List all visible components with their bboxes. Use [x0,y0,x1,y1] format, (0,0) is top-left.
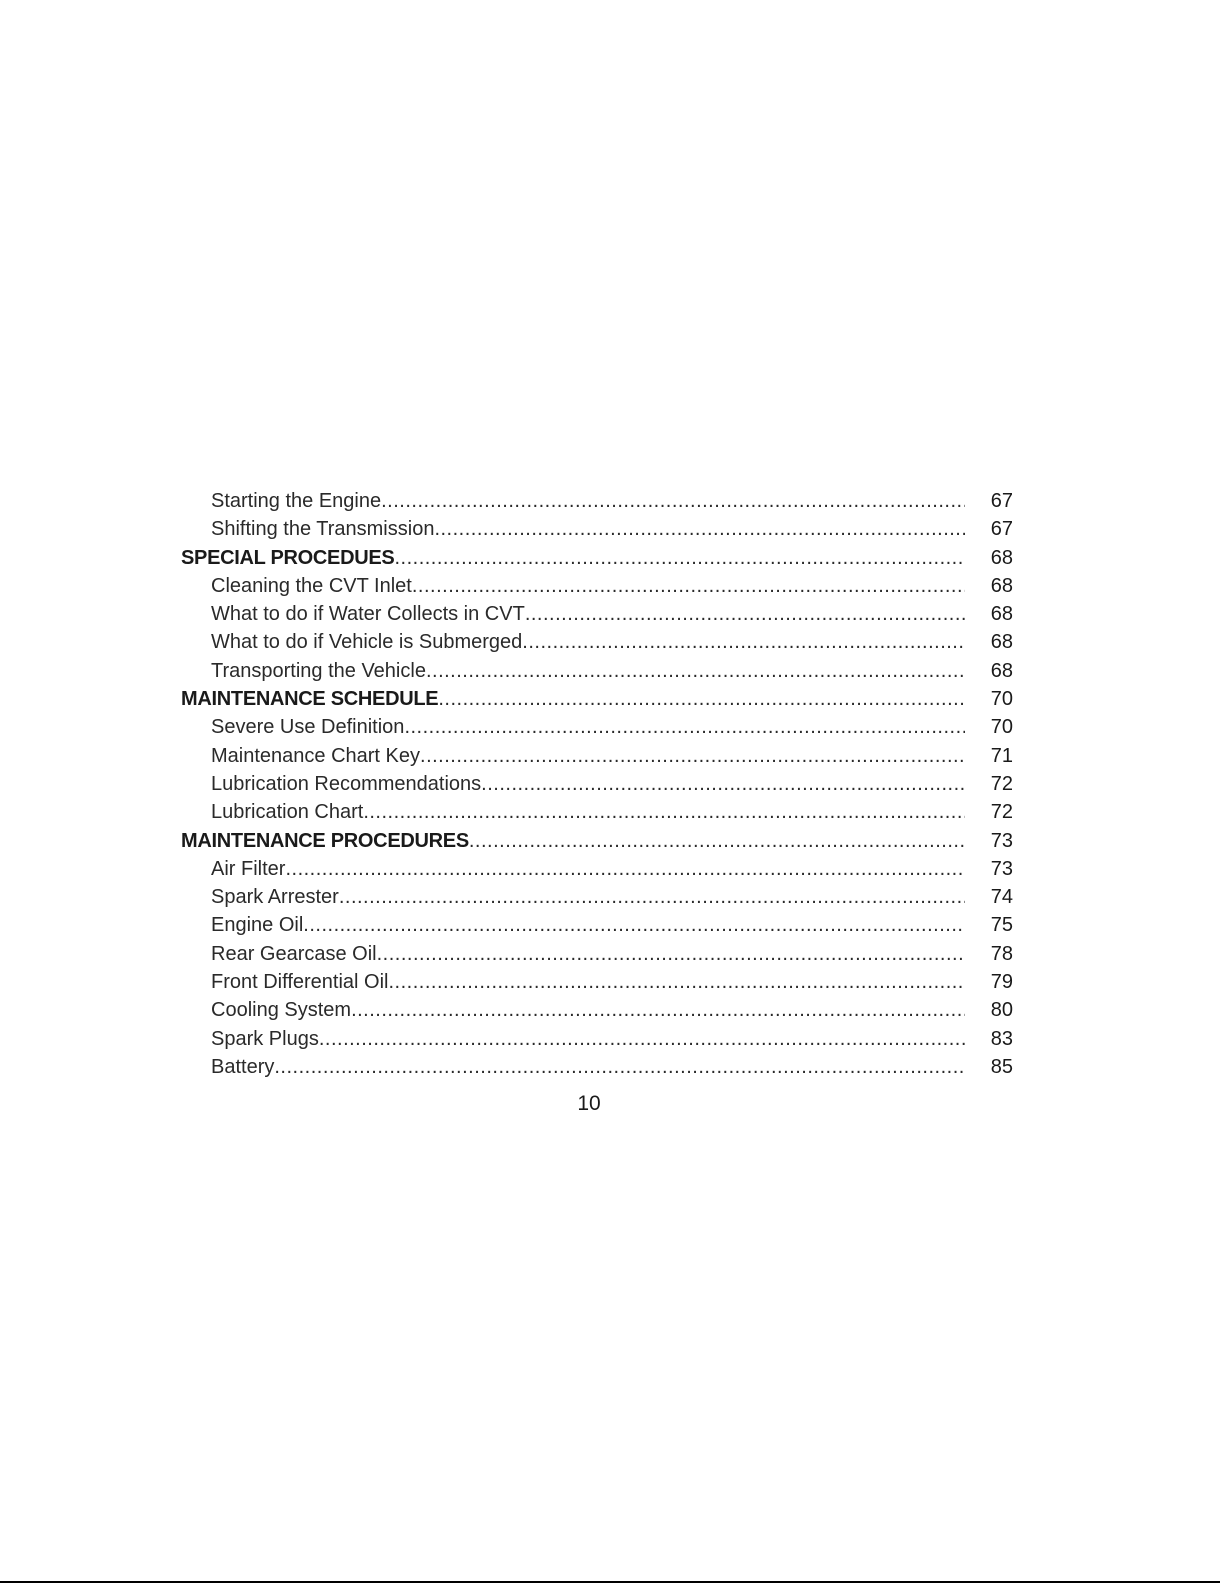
toc-entry-label: Battery [211,1055,275,1078]
toc-entry-label: Front Differential Oil [211,971,389,994]
dot-leader [319,1025,965,1053]
toc-entry-page: 68 [990,574,1013,597]
toc-entry[interactable] [181,798,1013,826]
dot-leader [285,855,965,883]
toc-entry[interactable] [181,515,1013,543]
toc-entry-page: 71 [990,744,1013,767]
dot-leader [522,628,965,656]
toc-entry-label: SPECIAL PROCEDUES [181,546,395,569]
toc-entry[interactable] [181,940,1013,968]
toc-entry[interactable] [181,996,1013,1024]
toc-entry-label: Spark Plugs [211,1027,319,1050]
toc-entry[interactable] [181,742,1013,770]
toc-entry-page: 74 [990,886,1013,909]
toc-entry-page: 68 [990,659,1013,682]
toc-entry-page: 68 [990,603,1013,626]
toc-entry-label: Shifting the Transmission [211,518,435,541]
toc-entry[interactable] [181,855,1013,883]
toc-entry-label: Transporting the Vehicle [211,659,426,682]
dot-leader [426,657,965,685]
dot-leader [274,1053,965,1081]
toc-entry-page: 75 [990,914,1013,937]
toc-section-heading[interactable] [181,827,1013,855]
toc-entry-page: 79 [990,971,1013,994]
toc-entry-label: Maintenance Chart Key [211,744,421,767]
toc-entry-label: Air Filter [211,857,286,880]
toc-entry-label: Starting the Engine [211,490,382,512]
toc-entry-page: 78 [990,942,1013,965]
toc-entry-label: MAINTENANCE PROCEDURES [181,829,469,852]
toc-entry[interactable] [181,572,1013,600]
toc-entry[interactable] [181,600,1013,628]
dot-leader [377,940,965,968]
toc-entry-label: Lubrication Recommendations [211,772,482,795]
toc-entry[interactable] [181,487,1013,515]
dot-leader [381,487,965,515]
toc-entry-label: Spark Arrester [211,886,339,909]
toc-entry-label: MAINTENANCE SCHEDULE [181,688,439,711]
toc-entry-label: Engine Oil [211,914,304,937]
dot-leader [394,544,965,572]
toc-entry-page: 67 [990,518,1013,541]
toc-entry-page: 68 [990,546,1013,569]
dot-leader [434,515,965,543]
toc-entry-page: 70 [990,716,1013,739]
toc-entry-page: 70 [990,688,1013,711]
toc-entry-page: 83 [990,1027,1013,1050]
dot-leader [363,798,965,826]
dot-leader [438,685,965,713]
dot-leader [412,572,965,600]
dot-leader [339,883,965,911]
toc-entry-page: 85 [990,1055,1013,1078]
toc-entry-label: Rear Gearcase Oil [211,942,377,965]
toc-entry-label: What to do if Vehicle is Submerged [211,631,523,654]
page-number: 10 [577,1092,601,1115]
toc-entry-label: What to do if Water Collects in CVT [211,603,525,626]
toc-entry-label: Severe Use Definition [211,716,405,739]
dot-leader [481,770,965,798]
dot-leader [420,742,965,770]
dot-leader [351,996,965,1024]
toc-entry[interactable] [181,1025,1013,1053]
toc-entry[interactable] [181,770,1013,798]
toc-section-heading[interactable] [181,544,1013,572]
toc-entry-label: Cleaning the CVT Inlet [211,574,412,597]
toc-entry-page: 72 [990,772,1013,795]
toc-entry-page: 72 [990,801,1013,824]
toc-entry[interactable] [181,911,1013,939]
toc-entry-page: 80 [990,999,1013,1022]
toc-entry[interactable] [181,1053,1013,1081]
toc-entry-page: 73 [990,829,1013,852]
dot-leader [404,713,965,741]
toc-entry[interactable] [181,968,1013,996]
toc-entry[interactable] [181,628,1013,656]
toc-entry-label: Cooling System [211,999,352,1022]
toc-entry[interactable] [181,713,1013,741]
dot-leader [303,911,965,939]
dot-leader [388,968,965,996]
table-of-contents [181,487,1013,1081]
dot-leader [469,827,965,855]
toc-entry-label: Lubrication Chart [211,801,364,824]
toc-entry-page: 73 [990,857,1013,880]
toc-entry-page: 67 [990,490,1013,512]
dot-leader [525,600,965,628]
toc-section-heading[interactable] [181,685,1013,713]
toc-entry[interactable] [181,883,1013,911]
toc-entry[interactable] [181,657,1013,685]
toc-entry-page: 68 [990,631,1013,654]
